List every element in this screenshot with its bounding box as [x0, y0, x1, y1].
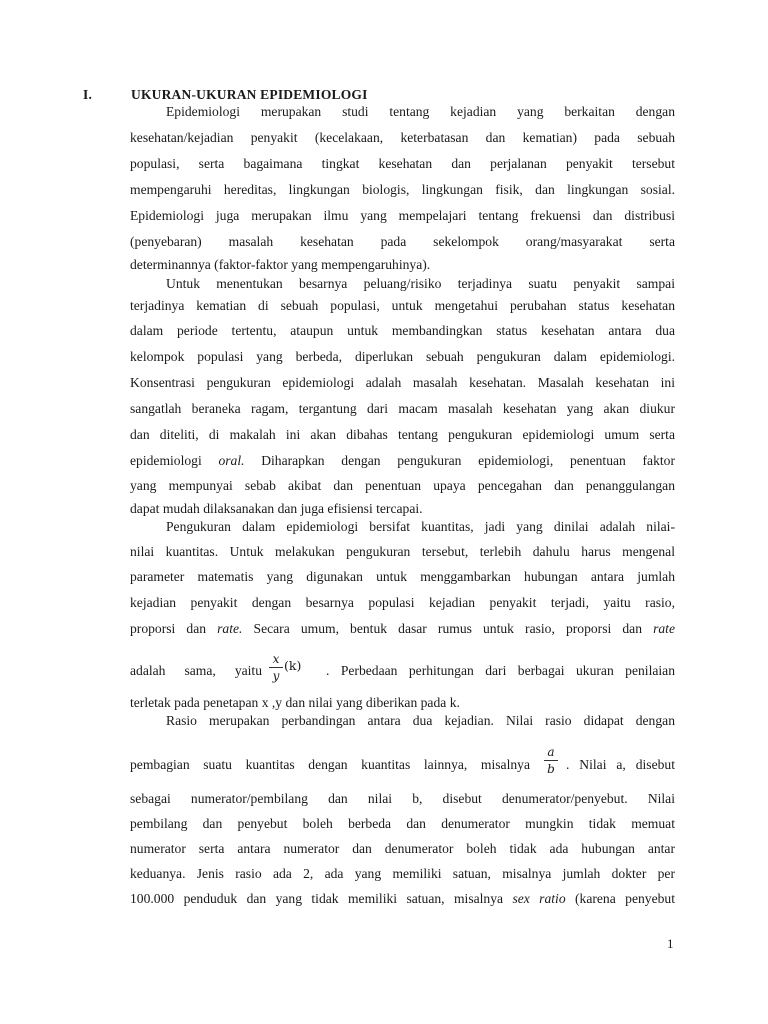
text-segment: Rasio merupakan perbandingan antara dua kejadian. Nilai rasio didapat dengan: [166, 713, 675, 728]
formula-denominator-b: b: [547, 762, 555, 776]
text-segment: Diharapkan dengan pengukuran epidemiologi, penentuan faktor: [244, 453, 675, 468]
text-line: [130, 400, 675, 417]
text-line: [130, 890, 675, 907]
formula-factor-k: (k): [284, 658, 302, 673]
text-line: [130, 477, 675, 494]
text-segment: sangatlah beraneka ragam, tergantung dari macam masalah kesehatan yang akan diukur: [130, 401, 675, 416]
text-line: [130, 840, 675, 857]
text-line: [130, 452, 675, 469]
text-segment: . Perbedaan perhitungan dari berbagai ukuran penilaian: [326, 663, 675, 678]
text-segment: Konsentrasi pengukuran epidemiologi adalah masalah kesehatan. Masalah kesehatan ini: [130, 375, 675, 390]
text-line: [130, 129, 675, 146]
text-segment: mempengaruhi hereditas, lingkungan biologis, lingkungan fisik, dan lingkungan sosial.: [130, 182, 675, 197]
formula-numerator-x: x: [272, 652, 280, 666]
text-line: [130, 594, 675, 611]
text-segment: nilai kuantitas. Untuk melakukan pengukuran tersebut, terlebih dahulu harus mengenal: [130, 544, 675, 559]
text-segment: keduanya. Jenis rasio ada 2, ada yang memiliki satuan, misalnya jumlah dokter per: [130, 866, 675, 881]
text-segment: 100.000 penduduk dan yang tidak memiliki satuan, misalnya: [130, 891, 513, 906]
text-segment: terjadinya kematian di sebuah populasi, untuk mengetahui perubahan status kesehatan: [130, 298, 675, 313]
text-segment: Epidemiologi juga merupakan ilmu yang mempelajari tentang frekuensi dan distribusi: [130, 208, 675, 223]
text-segment: Secara umum, bentuk dasar rumus untuk rasio, proporsi dan: [242, 621, 654, 636]
text-segment: determinannya (faktor-faktor yang mempengaruhinya).: [130, 257, 431, 272]
text-segment: proporsi dan: [130, 621, 218, 636]
text-line: [130, 207, 675, 224]
text-line: [130, 568, 675, 585]
text-line: [130, 790, 675, 807]
text-segment: pembilang dan penyebut boleh berbeda dan denumerator mungkin tidak memuat: [130, 816, 675, 831]
text-line: [130, 233, 675, 250]
section-number: I.: [83, 87, 93, 102]
italic-term: rate.: [217, 621, 243, 636]
text-segment: Pengukuran dalam epidemiologi bersifat kuantitas, jadi yang dinilai adalah nilai-: [166, 519, 675, 534]
italic-term: rate: [653, 621, 675, 636]
text-line: [166, 518, 675, 535]
text-segment: . Nilai a, disebut: [566, 757, 675, 772]
section-title: UKURAN-UKURAN EPIDEMIOLOGI: [131, 87, 368, 102]
text-segment: populasi, serta bagaimana tingkat kesehatan dan perjalanan penyakit tersebut: [130, 156, 675, 171]
text-segment: terletak pada penetapan x ,y dan nilai yang diberikan pada k.: [130, 695, 460, 710]
italic-term: sex ratio: [512, 891, 566, 906]
text-line: [130, 297, 675, 314]
fraction-bar: [269, 667, 283, 668]
text-segment: (karena penyebut: [565, 891, 675, 906]
text-line: [130, 155, 675, 172]
fraction-bar: [544, 760, 558, 761]
text-line: [326, 662, 675, 679]
text-line: [566, 756, 675, 773]
text-line: [166, 712, 675, 729]
text-segment: epidemiologi: [130, 453, 219, 468]
italic-term: oral.: [218, 453, 245, 468]
text-line: [130, 865, 675, 882]
text-line: [130, 815, 675, 832]
text-line: [130, 620, 675, 637]
text-line: [130, 322, 675, 339]
text-segment: pembagian suatu kuantitas dengan kuantitas lainnya, misalnya: [130, 757, 530, 772]
text-segment: yang mempunyai sebab akibat dan penentuan upaya pencegahan dan penanggulangan: [130, 478, 675, 493]
text-line: [130, 181, 675, 198]
text-segment: kesehatan/kejadian penyakit (kecelakaan, keterbatasan dan kematian) pada sebuah: [130, 130, 675, 145]
text-line: [130, 426, 675, 443]
text-segment: dapat mudah dilaksanakan dan juga efisiensi tercapai.: [130, 501, 423, 516]
text-line: [130, 374, 675, 391]
formula-numerator-a: a: [547, 745, 555, 759]
text-line: [130, 694, 675, 711]
text-segment: kelompok populasi yang berbeda, diperlukan sebuah pengukuran dalam epidemiologi.: [130, 349, 675, 364]
text-segment: (penyebaran) masalah kesehatan pada sekelompok orang/masyarakat serta: [130, 234, 675, 249]
text-line: [166, 275, 675, 292]
text-segment: Epidemiologi merupakan studi tentang kejadian yang berkaitan dengan: [166, 104, 675, 119]
text-segment: Untuk menentukan besarnya peluang/risiko terjadinya suatu penyakit sampai: [166, 276, 675, 291]
text-line: [130, 756, 530, 773]
text-line: [130, 543, 675, 560]
text-line: [130, 662, 262, 679]
text-segment: numerator serta antara numerator dan denumerator boleh tidak ada hubungan antar: [130, 841, 675, 856]
text-line: [130, 500, 675, 517]
text-segment: dan diteliti, di makalah ini akan dibahas tentang pengukuran epidemiologi umum serta: [130, 427, 675, 442]
page-number: 1: [667, 936, 674, 951]
text-segment: parameter matematis yang digunakan untuk menggambarkan hubungan antara jumlah: [130, 569, 675, 584]
formula-denominator-y: y: [272, 669, 280, 683]
text-line: [130, 348, 675, 365]
text-line: [130, 256, 675, 273]
text-segment: sebagai numerator/pembilang dan nilai b, disebut denumerator/penyebut. Nilai: [130, 791, 675, 806]
text-segment: kejadian penyakit dengan besarnya populasi kejadian penyakit terjadi, yaitu rasio,: [130, 595, 675, 610]
text-line: [166, 103, 675, 120]
text-segment: dalam periode tertentu, ataupun untuk membandingkan status kesehatan antara dua: [130, 323, 675, 338]
text-segment: adalah sama, yaitu: [130, 663, 262, 678]
